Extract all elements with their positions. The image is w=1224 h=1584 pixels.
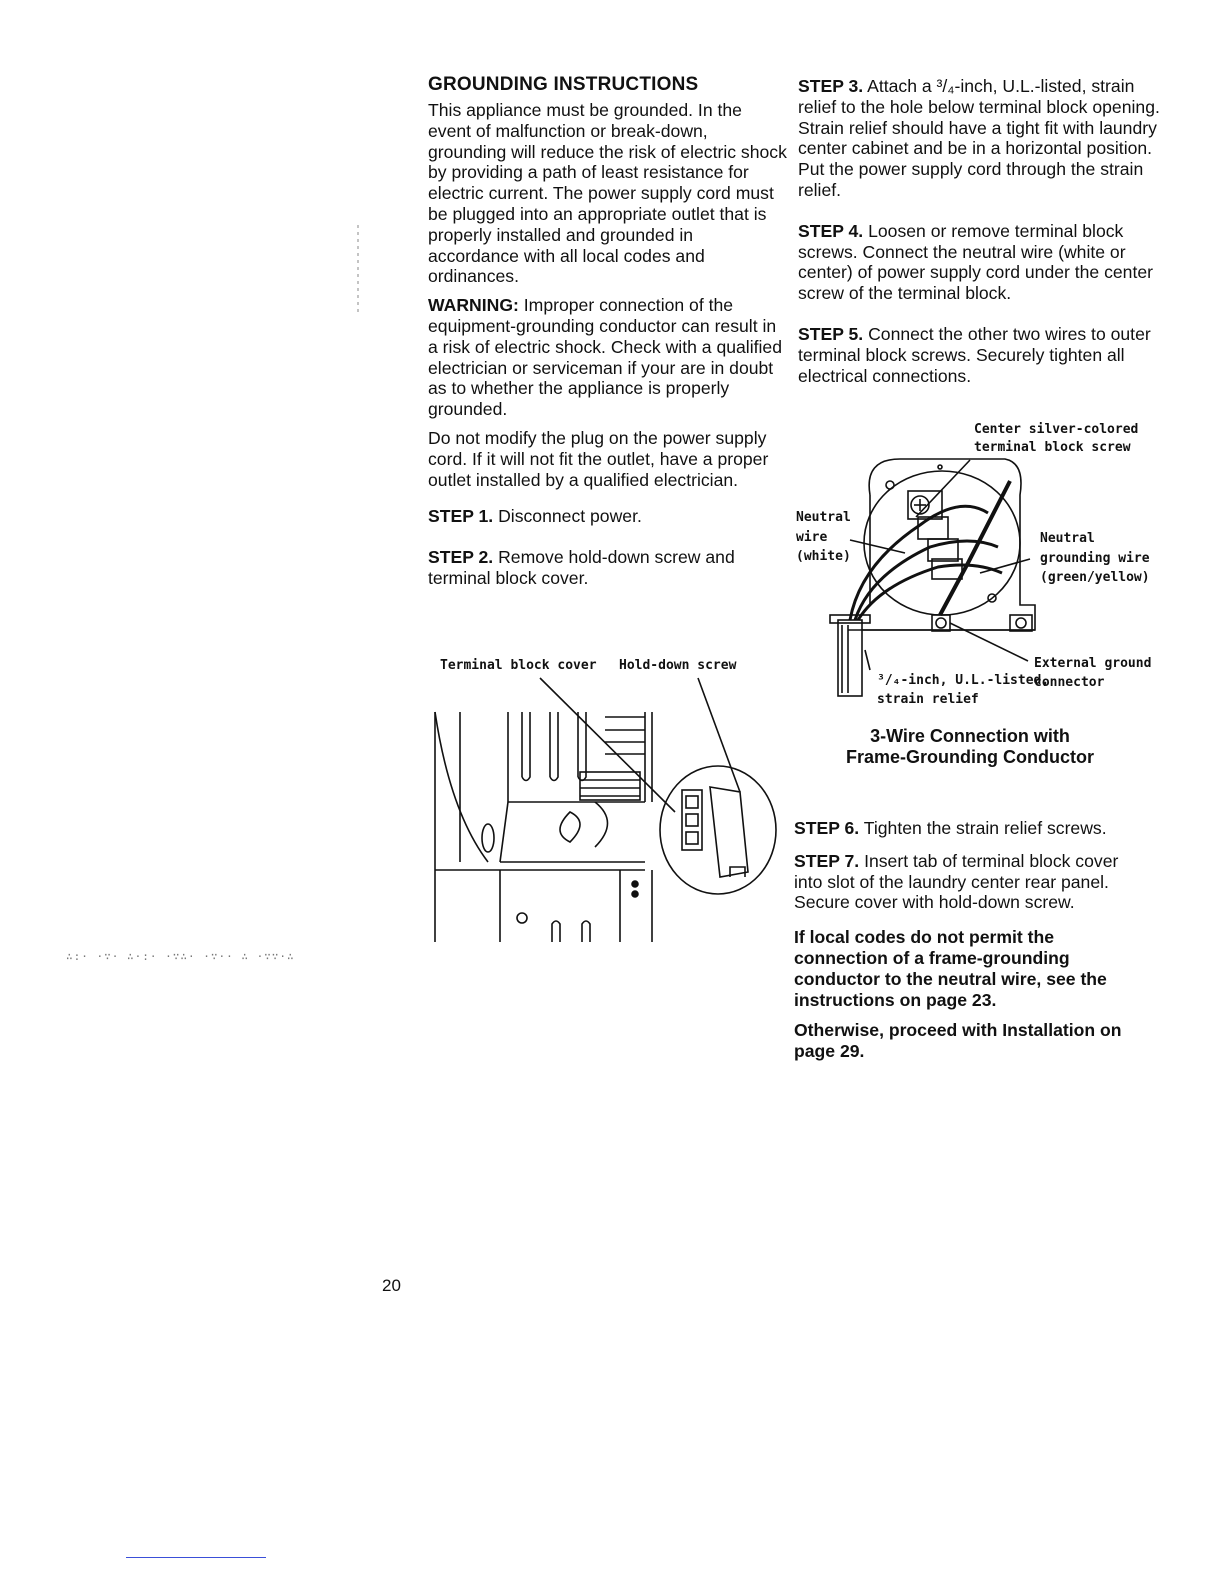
ground-wire-label-line2: grounding wire bbox=[1040, 551, 1150, 566]
warning-text: Improper connection of the equipment-grounding conductor can result in a risk of electric shock. Check with a qualified electrician or serviceman if your are in doubt as to whether the appliance is properly grounded. bbox=[428, 295, 782, 420]
terminal-block-cover-label: Terminal block cover bbox=[440, 658, 597, 673]
warning-label: WARNING: bbox=[428, 295, 519, 316]
terminal-block-cover-illustration bbox=[430, 672, 780, 947]
step-7 bbox=[794, 851, 1150, 913]
neutral-wire-label-line1: Neutral bbox=[796, 510, 851, 525]
step-6-label: STEP 6. bbox=[794, 818, 860, 838]
step-5-label: STEP 5. bbox=[798, 323, 864, 344]
step-3 bbox=[798, 76, 1168, 201]
local-codes-note: If local codes do not permit the connection of a frame-grounding conductor to the neutral wire, see the instructions on page 23. bbox=[794, 927, 1107, 1010]
step-7-text: Insert tab of terminal block cover into slot of the laundry center rear panel. Secure cover with hold-down screw. bbox=[794, 850, 1119, 913]
plug-note: Do not modify the plug on the power supply cord. If it will not fit the outlet, have a proper outlet installed by a qualified electrician. bbox=[428, 427, 769, 490]
page-number: 20 bbox=[382, 1276, 401, 1295]
otherwise-note: Otherwise, proceed with Installation on page 29. bbox=[794, 1020, 1122, 1062]
strain-relief-label-line1: ³/₄-inch, U.L.-listed, bbox=[877, 673, 1050, 688]
hold-down-screw-label: Hold-down screw bbox=[619, 658, 737, 673]
step-6-text: Tighten the strain relief screws. bbox=[859, 818, 1107, 838]
step-1-label: STEP 1. bbox=[428, 506, 494, 527]
strain-relief-label-line2: strain relief bbox=[877, 692, 979, 707]
step-3-label: STEP 3. bbox=[798, 76, 864, 96]
step-7-label: STEP 7. bbox=[794, 850, 860, 871]
step-5 bbox=[798, 324, 1168, 386]
step-4 bbox=[798, 221, 1168, 304]
figure-caption-line1: 3-Wire Connection with bbox=[870, 726, 1070, 746]
step-5-text: Connect the other two wires to outer terminal block screws. Securely tighten all electrical connections. bbox=[798, 323, 1151, 386]
step-2-label: STEP 2. bbox=[428, 547, 494, 568]
neutral-wire-label-line2: wire bbox=[796, 530, 828, 545]
grounding-heading: GROUNDING INSTRUCTIONS bbox=[428, 74, 699, 95]
external-ground-label-line2: connector bbox=[1034, 675, 1105, 690]
step-2-text: Remove hold-down screw and terminal block cover. bbox=[428, 547, 735, 588]
left-column bbox=[428, 74, 788, 589]
step-2 bbox=[428, 547, 788, 589]
step-4-text: Loosen or remove terminal block screws. Connect the neutral wire (white or center) of power supply cord under the center screw of the terminal block. bbox=[798, 220, 1154, 304]
scan-margin-mark bbox=[356, 225, 360, 315]
right-column-lower bbox=[794, 818, 1150, 1062]
figure-caption-line2: Frame-Grounding Conductor bbox=[846, 747, 1094, 767]
three-wire-connection-illustration bbox=[820, 455, 1040, 700]
step-4-label: STEP 4. bbox=[798, 220, 864, 241]
step-1-text: Disconnect power. bbox=[493, 506, 642, 527]
step-3-text: Attach a ³/₄-inch, U.L.-listed, strain relief to the hole below terminal block opening. Strain relief should have a tight fit with laundry center cabinet and be in a horizontal position. Put the power supply cord through the strain relief. bbox=[798, 76, 1160, 200]
ground-wire-label-line1: Neutral bbox=[1040, 531, 1095, 546]
step-6 bbox=[794, 818, 1150, 839]
center-screw-label-line1: Center silver-colored bbox=[974, 422, 1139, 437]
external-ground-label-line1: External ground bbox=[1034, 656, 1152, 671]
grounding-intro: This appliance must be grounded. In the event of malfunction or break-down, grounding will reduce the risk of electric shock by providing a path of least resistance for electric current. The power supply cord must be plugged into an appropriate outlet that is properly installed and grounded in accordance with all local codes and ordinances. bbox=[428, 100, 787, 287]
ground-wire-label-line3: (green/yellow) bbox=[1040, 570, 1150, 585]
footer-rule bbox=[126, 1557, 266, 1558]
right-column bbox=[798, 76, 1168, 386]
center-screw-label-line2: terminal block screw bbox=[974, 440, 1131, 455]
step-1 bbox=[428, 506, 788, 527]
scan-speckle: ∴:· ·∵· ∴·:· ·∵∴· ·∵·· ∴ ·∵∵·∴ bbox=[66, 950, 295, 963]
warning-paragraph bbox=[428, 295, 788, 420]
neutral-wire-label-line3: (white) bbox=[796, 549, 851, 564]
